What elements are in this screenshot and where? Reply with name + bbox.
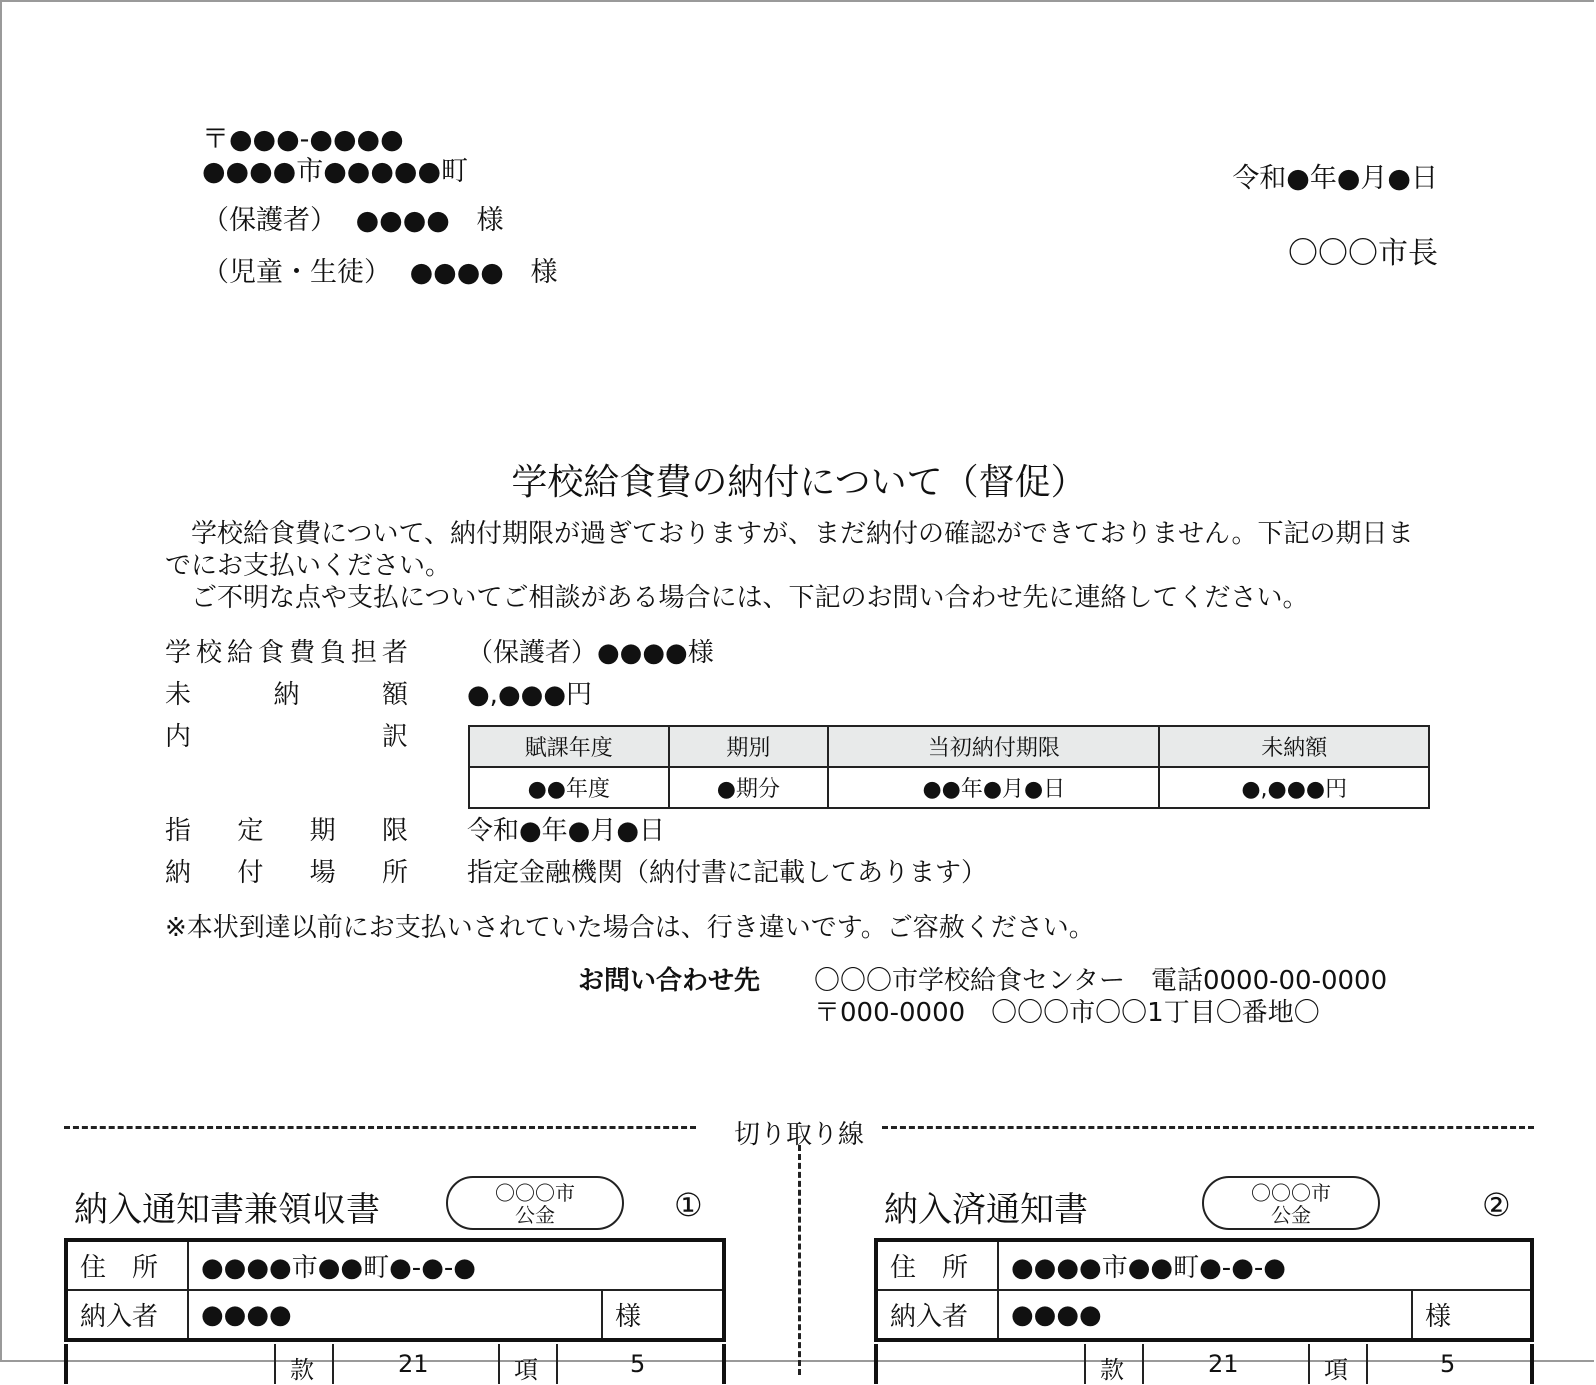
slip-1-address-value: ●●●●市●●町●-●-●	[188, 1240, 724, 1290]
cut-line-right	[882, 1126, 1534, 1129]
header-original-deadline: 当初納付期限	[828, 726, 1159, 767]
page-title: 学校給食費の納付について（督促）	[511, 462, 1087, 503]
slip-1-payer-value: ●●●●	[188, 1290, 602, 1340]
slip-1-stamp	[446, 1176, 624, 1230]
slip-2-stamp-line-1: 〇〇〇市	[1251, 1181, 1331, 1205]
slip-2-honorific: 様	[1412, 1290, 1532, 1340]
recipient-postal: 〒●●●-●●●●	[202, 124, 404, 155]
cut-line-label: 切り取り線	[733, 1120, 864, 1150]
guardian-line	[202, 198, 503, 237]
slip-2-stamp	[1202, 1176, 1380, 1230]
slip-1-stamp-line-2: 公金	[515, 1203, 555, 1227]
slip-1-code-kan: 款	[290, 1356, 314, 1384]
slip-1-title: 納入通知書兼領収書	[74, 1190, 380, 1230]
unpaid-value: ●,●●●円	[467, 680, 593, 710]
slip-2-stamp-line-2: 公金	[1271, 1203, 1311, 1227]
guardian-label: （保護者）	[202, 205, 337, 236]
issue-date: 令和●年●月●日	[1232, 163, 1438, 194]
slip-2-address-row	[876, 1240, 1532, 1290]
slip-1-code-row	[64, 1344, 726, 1384]
guardian-name: ●●●●	[355, 205, 450, 236]
header-fiscal-year: 賦課年度	[469, 726, 669, 767]
slip-2-code-kan-value: 21	[1208, 1350, 1239, 1378]
slip-2-title: 納入済通知書	[884, 1190, 1088, 1230]
cell-unpaid-amount: ●,●●●円	[1159, 767, 1429, 808]
slip-2-table	[874, 1238, 1534, 1342]
student-honorific: 様	[530, 257, 558, 288]
slip-2-payer-label: 納入者	[876, 1290, 998, 1340]
student-line	[202, 250, 557, 289]
slip-1-code-kou: 項	[514, 1356, 538, 1384]
slip-1-payer-label: 納入者	[66, 1290, 188, 1340]
body-paragraph-2: ご不明な点や支払についてご相談がある場合には、下記のお問い合わせ先に連絡してください。	[165, 583, 1309, 613]
slip-2-number: ②	[1482, 1186, 1511, 1224]
slip-2-address-label: 住 所	[876, 1240, 998, 1290]
recipient-address: ●●●●市●●●●●町	[202, 156, 469, 187]
slip-2-payer-value: ●●●●	[998, 1290, 1412, 1340]
student-name: ●●●●	[409, 257, 504, 288]
slip-1-address-label: 住 所	[66, 1240, 188, 1290]
breakdown-header-row	[469, 726, 1429, 767]
slip-2-payer-row	[876, 1290, 1532, 1340]
payer-label: 学 校 給 食 費 負 担 者	[165, 638, 408, 668]
place-label: 納 付 場 所	[165, 858, 408, 888]
contact-heading: お問い合わせ先	[578, 966, 761, 996]
slip-2-code-row	[874, 1344, 1534, 1384]
slip-2-address-value: ●●●●市●●町●-●-●	[998, 1240, 1532, 1290]
slip-2-code-kou: 項	[1324, 1356, 1348, 1384]
body-paragraph-1: 学校給食費について、納付期限が過ぎておりますが、まだ納付の確認ができておりません。下記の期日までにお支払いください。	[165, 519, 1414, 581]
slip-divider	[798, 1145, 801, 1375]
breakdown-table	[468, 725, 1430, 809]
unpaid-label: 未 納 額	[165, 680, 408, 710]
notice-note: ※本状到達以前にお支払いされていた場合は、行き違いです。ご容赦ください。	[165, 913, 1095, 943]
mayor-name: 〇〇〇市長	[1288, 236, 1438, 271]
slip-1-code-kan-value: 21	[398, 1350, 429, 1378]
breakdown-label: 内 訳	[165, 722, 408, 752]
slip-1-stamp-line-1: 〇〇〇市	[495, 1181, 575, 1205]
contact-line-1: 〇〇〇市学校給食センター 電話0000-00-0000	[814, 966, 1388, 996]
payer-value: （保護者）●●●●様	[467, 638, 714, 668]
slip-1-table	[64, 1238, 726, 1342]
slip-2-code-kou-value: 5	[1440, 1350, 1456, 1378]
student-label: （児童・生徒）	[202, 257, 391, 288]
place-value: 指定金融機関（納付書に記載してあります）	[467, 858, 988, 888]
slip-1-payer-row	[66, 1290, 724, 1340]
deadline-value: 令和●年●月●日	[467, 816, 666, 846]
cell-original-deadline: ●●年●月●日	[828, 767, 1159, 808]
slip-1-number: ①	[674, 1186, 703, 1224]
guardian-honorific: 様	[476, 205, 504, 236]
slip-1-honorific: 様	[602, 1290, 724, 1340]
cell-fiscal-year: ●●年度	[469, 767, 669, 808]
deadline-label: 指 定 期 限	[165, 816, 408, 846]
header-period: 期別	[669, 726, 829, 767]
slip-1-code-kou-value: 5	[630, 1350, 646, 1378]
contact-line-2: 〒000-0000 〇〇〇市〇〇1丁目〇番地〇	[814, 998, 1320, 1028]
header-unpaid-amount: 未納額	[1159, 726, 1429, 767]
breakdown-data-row	[469, 767, 1429, 808]
cell-period: ●期分	[669, 767, 829, 808]
slip-1-address-row	[66, 1240, 724, 1290]
slip-2-code-kan: 款	[1100, 1356, 1124, 1384]
